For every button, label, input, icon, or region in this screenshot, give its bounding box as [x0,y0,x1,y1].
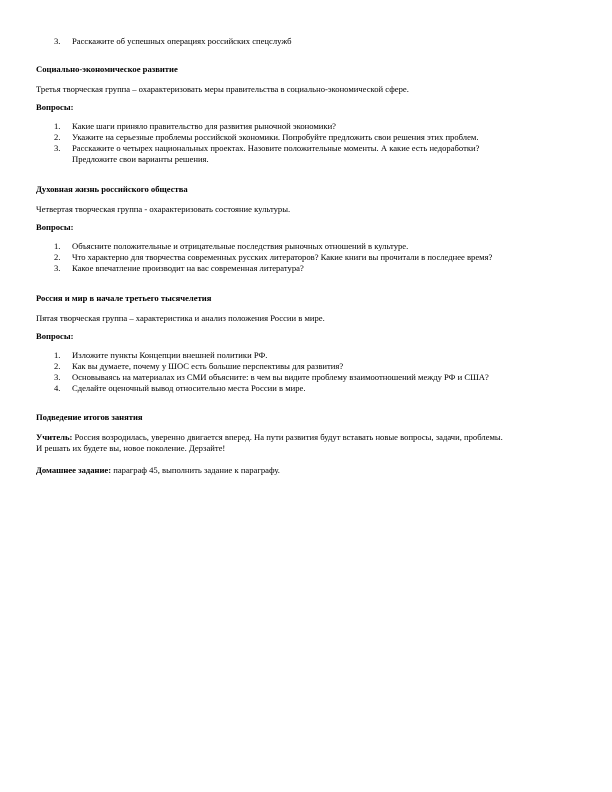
list-item: 1. Какие шаги приняло правительство для развития рыночной экономики? [54,121,336,131]
section-heading-summary: Подведение итогов занятия [36,412,143,422]
section-intro: Третья творческая группа – охарактеризовать меры правительства в социально-экономической сфере. [36,84,409,94]
teacher-paragraph: Учитель: Россия возродилась, уверенно двигается вперед. На пути развития будут вставать новые вопросы, задачи, проблемы. И решать их будете вы, новое поколение. Дерзайте! [36,432,503,453]
teacher-label: Учитель: [36,432,73,442]
list-item: 3. Расскажите о четырех национальных проектах. Назовите положительные моменты. А какие есть недоработки? Предложите свои варианты решения. [54,143,480,164]
homework-label: Домашнее задание: [36,465,112,475]
list-item: 3. Какое впечатление производит на вас современная литература? [54,263,304,273]
questions-label: Вопросы: [36,331,74,341]
questions-label: Вопросы: [36,102,74,112]
list-item: 3. Основываясь на материалах из СМИ объясните: в чем вы видите проблему взаимоотношений между РФ и США? [54,372,489,382]
list-item: 3. Расскажите об успешных операциях российских спецслужб [54,36,292,46]
homework-paragraph: Домашнее задание: параграф 45, выполнить задание к параграфу. [36,465,280,475]
questions-list [36,121,584,165]
list-item: 4. Сделайте оценочный вывод относительно места России в мире. [54,383,306,393]
list-item: 2. Что характерно для творчества современных русских литераторов? Какие книги вы прочитали в последнее время? [54,252,493,262]
questions-label: Вопросы: [36,222,74,232]
list-item: 1. Изложите пункты Концепции внешней политики РФ. [54,350,268,360]
top-list [36,36,584,47]
section-intro: Четвертая творческая группа - охарактеризовать состояние культуры. [36,204,291,214]
section-heading-russia-and-world: Россия и мир в начале третьего тысячелетия [36,293,212,303]
section-heading-spiritual-life: Духовная жизнь российского общества [36,184,188,194]
list-item: 2. Как вы думаете, почему у ШОС есть большие перспективы для развития? [54,361,344,371]
section-intro: Пятая творческая группа – характеристика и анализ положения России в мире. [36,313,325,323]
questions-list [36,241,584,274]
questions-list [36,350,584,394]
section-heading-socioeconomic: Социально-экономическое развитие [36,64,178,74]
list-item: 2. Укажите на серьезные проблемы российской экономики. Попробуйте предложить свои решения этих проблем. [54,132,479,142]
list-item: 1. Объясните положительные и отрицательные последствия рыночных отношений в культуре. [54,241,409,251]
